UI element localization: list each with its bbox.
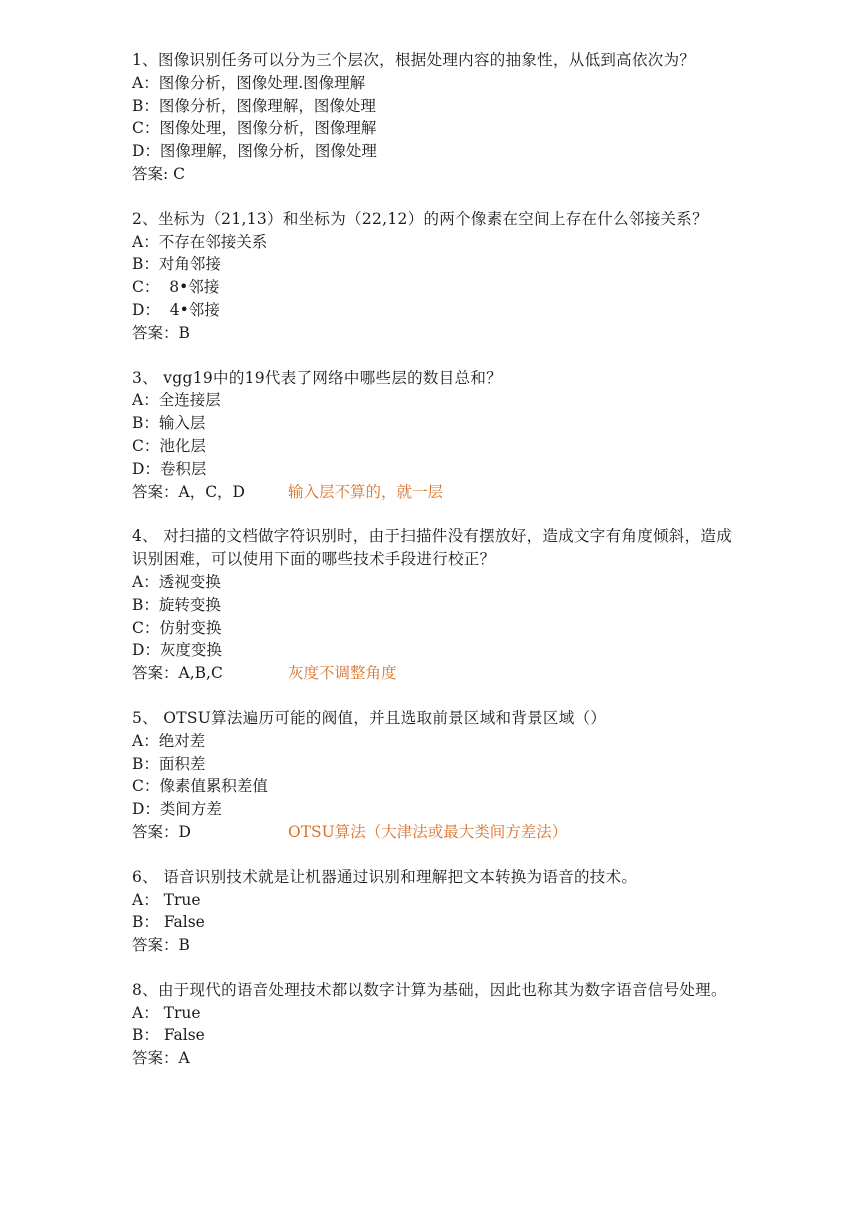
option-a: A： True [132, 1003, 201, 1022]
answer-text: 答案：D [132, 822, 191, 841]
option-b: B： False [132, 913, 205, 932]
option-d: D：灰度变换 [132, 641, 222, 660]
answer-row [132, 481, 742, 504]
answer-text: 答案：B [132, 936, 190, 955]
question-3 [132, 367, 742, 504]
question-stem: 2、坐标为（21,13）和坐标为（22,12）的两个像素在空间上存在什么邻接关系？ [132, 209, 708, 228]
question-8 [132, 979, 742, 1070]
question-6 [132, 866, 742, 957]
answer-row [132, 821, 742, 844]
answer-row [132, 1047, 742, 1070]
answer-text: 答案：A [132, 1049, 190, 1068]
option-c: C：像素值累积差值 [132, 777, 268, 796]
question-stem: 5、 OTSU算法遍历可能的阀值，并且选取前景区域和背景区域（） [132, 708, 607, 727]
question-1 [132, 49, 742, 186]
option-b: B：对角邻接 [132, 255, 221, 274]
option-b: B：输入层 [132, 414, 206, 433]
question-2 [132, 208, 742, 345]
option-a: A：全连接层 [132, 391, 221, 410]
question-stem: 8、由于现代的语音处理技术都以数字计算为基础，因此也称其为数字语音信号处理。 [132, 980, 727, 999]
answer-row [132, 934, 742, 957]
option-b: B：图像分析，图像理解，图像处理 [132, 96, 376, 115]
option-d: D：图像理解，图像分析，图像处理 [132, 142, 377, 161]
option-c: C：池化层 [132, 436, 206, 455]
option-d: D：类间方差 [132, 800, 222, 819]
option-d: D： 4•邻接 [132, 300, 220, 319]
question-stem: 1、图像识别任务可以分为三个层次，根据处理内容的抽象性，从低到高依次为？ [132, 51, 696, 69]
option-c: C：仿射变换 [132, 618, 222, 637]
question-4 [132, 525, 742, 685]
option-c: C： 8•邻接 [132, 278, 220, 297]
option-d: D：卷积层 [132, 459, 207, 478]
option-a: A：图像分析，图像处理.图像理解 [132, 73, 366, 92]
option-a: A：透视变换 [132, 572, 221, 591]
option-a: A：不存在邻接关系 [132, 232, 268, 251]
answer-text: 答案：A，C，D [132, 482, 245, 501]
answer-text: 答案：A,B,C [132, 664, 223, 683]
option-a: A：绝对差 [132, 731, 206, 750]
option-a: A： True [132, 890, 201, 909]
option-c: C：图像处理，图像分析，图像理解 [132, 119, 377, 138]
option-b: B：旋转变换 [132, 595, 221, 614]
answer-note: 灰度不调整角度 [288, 664, 397, 683]
answer-row [132, 163, 742, 186]
answer-text: 答案：B [132, 323, 190, 342]
question-stem: 4、 对扫描的文档做字符识别时，由于扫描件没有摆放好，造成文字有角度倾斜，造成识别困难，可以使用下面的哪些技术手段进行校正？ [132, 527, 732, 569]
question-5 [132, 707, 742, 844]
answer-text: 答案: C [132, 164, 186, 183]
question-stem: 3、 vgg19中的19代表了网络中哪些层的数目总和？ [132, 368, 502, 387]
answer-note: OTSU算法（大津法或最大类间方差法） [288, 822, 568, 841]
option-b: B：面积差 [132, 754, 206, 773]
question-stem: 6、 语音识别技术就是让机器通过识别和理解把文本转换为语音的技术。 [132, 867, 638, 886]
answer-row [132, 322, 742, 345]
document-page [132, 49, 742, 1092]
answer-note: 输入层不算的，就一层 [288, 482, 444, 501]
option-b: B： False [132, 1026, 205, 1045]
answer-row [132, 662, 742, 685]
